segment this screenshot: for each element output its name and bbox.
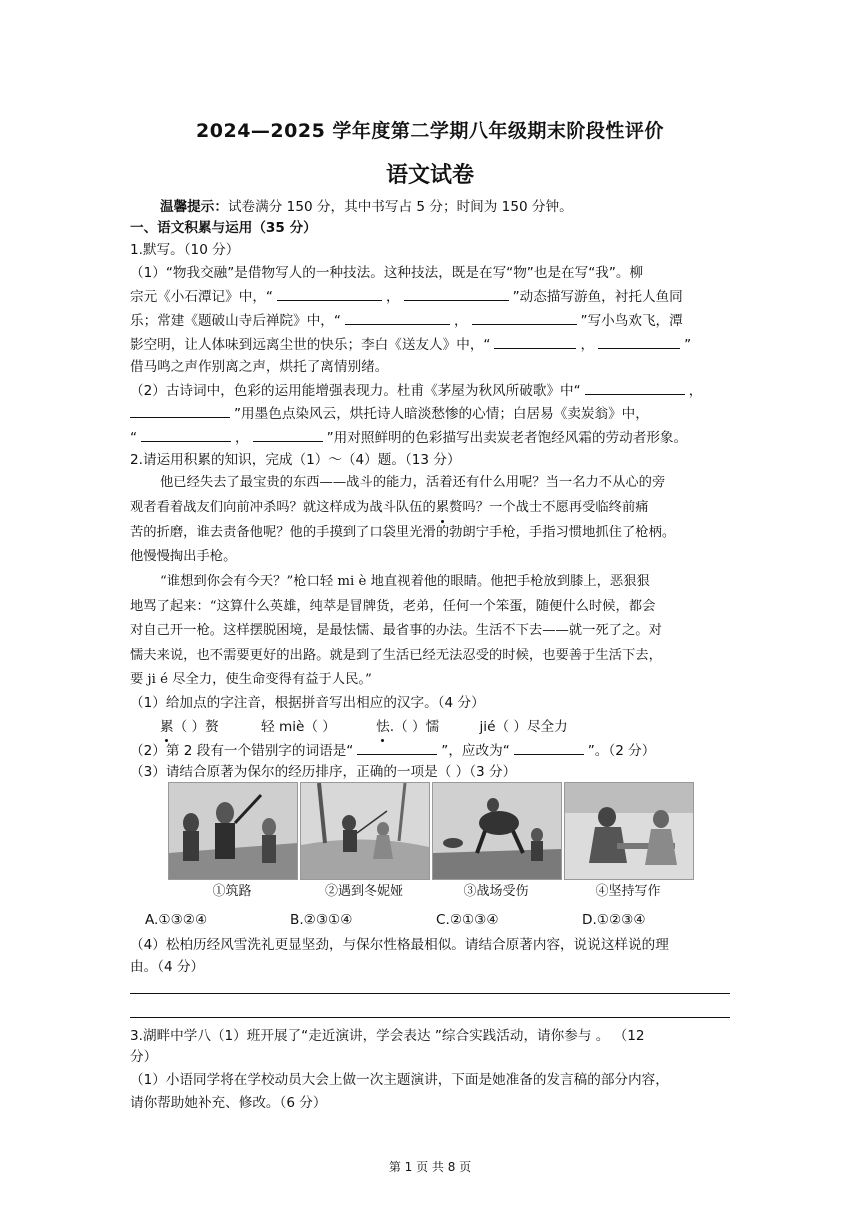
q2-passage-line: “谁想到你会有今天？”枪口轻 mi è 地直视着他的眼睛。他把手枪放到膝上，恶狠狠 — [160, 574, 650, 589]
pinyin-item: jié（ ）尽全力 — [479, 719, 568, 735]
q2-text: ”。（2 分） — [587, 743, 656, 759]
q2-passage-line: 他已经失去了最宝贵的东西——战斗的能力，活着还有什么用呢？当一名力不从心的旁 — [160, 475, 666, 490]
q1-text: ”写小鸟欢飞，潭 — [580, 313, 683, 329]
page-footer: 第 1 页 共 8 页 — [388, 1160, 472, 1174]
q1-text: ， — [385, 289, 400, 305]
q1-text: 影空明，让人体味到远离尘世的快乐；李白《送友人》中，“ — [130, 337, 491, 353]
passage-text: 赘吗？一个战士不愿再受临终前痛 — [449, 500, 649, 515]
q3-sub1-line1: （1）小语同学将在学校动员大会上做一次主题演讲，下面是她准备的发言稿的部分内容， — [130, 1072, 669, 1088]
answer-blank[interactable] — [253, 427, 323, 442]
caption-writing: ④坚持写作 — [595, 884, 661, 899]
passage-text: 观者看着战友们向前冲杀吗？就这样成为战斗队伍的 — [130, 500, 436, 515]
q1-text: ， — [453, 313, 468, 329]
q2-sub2 — [130, 740, 730, 762]
q2-passage-line — [130, 497, 730, 519]
q1-p1-line4 — [130, 334, 730, 356]
option-d[interactable]: D.①②③④ — [582, 912, 646, 928]
q1-text: ， — [580, 337, 595, 353]
q1-p1-line2 — [130, 286, 730, 308]
pinyin-item: miè（ ） — [278, 719, 336, 735]
answer-line[interactable] — [130, 993, 730, 994]
option-c[interactable]: C.②①③④ — [436, 912, 499, 928]
pinyin-item: 累 — [160, 716, 174, 738]
q1-text: 宗元《小石潭记》中，“ — [130, 289, 273, 305]
pinyin-item: .（ ）懦 — [389, 719, 440, 735]
q1-text: ” — [684, 337, 692, 353]
answer-blank[interactable] — [404, 286, 509, 301]
q1-text: ”动态描写游鱼，衬托人鱼同 — [512, 289, 683, 305]
q1-text: ”用墨色点染风云，烘托诗人暗淡愁惨的心情；白居易《卖炭翁》中， — [234, 406, 649, 422]
q3-heading-line1: 3.湖畔中学八（1）班开展了“走近演讲，学会表达 ”综合实践活动，请你参与 。 （12 — [130, 1028, 645, 1044]
illustration-battle-injury — [432, 782, 562, 880]
illustration-meeting-tonya — [300, 782, 430, 880]
illustration-road-building — [168, 782, 298, 880]
answer-blank[interactable] — [130, 403, 230, 418]
illustration-writing — [564, 782, 694, 880]
exam-subtitle: 语文试卷 — [385, 163, 474, 188]
q2-sub1-heading: （1）给加点的字注音，根据拼音写出相应的汉字。（4 分） — [130, 695, 485, 711]
tip-line — [160, 196, 760, 218]
q2-passage-line: 他慢慢掏出手枪。 — [130, 549, 237, 564]
section1-heading: 一、语文积累与运用（35 分） — [130, 220, 317, 236]
q2-passage-line: 对自己开一枪。这样摆脱困境，是最怯懦、最省事的办法。生活不下去——就一死了之。对 — [130, 623, 662, 638]
answer-blank[interactable] — [357, 740, 437, 755]
q1-p1-line1: （1）“物我交融”是借物写人的一种技法。这种技法，既是在写“物”也是在写“我”。柳 — [130, 265, 644, 281]
q1-text: （2）古诗词中，色彩的运用能增强表现力。杜甫《茅屋为秋风所破歌》中“ — [130, 383, 581, 399]
pinyin-item: （ ）赘 — [173, 719, 219, 735]
dotted-char: 累 — [436, 497, 449, 519]
tip-label: 温馨提示： — [160, 199, 228, 215]
option-b[interactable]: B.②③①④ — [290, 912, 353, 928]
caption-road-building: ①筑路 — [212, 884, 252, 899]
answer-blank[interactable] — [598, 334, 680, 349]
q1-heading: 1.默写。（10 分） — [130, 242, 240, 258]
answer-blank[interactable] — [472, 310, 577, 325]
q1-p2-line3 — [130, 427, 730, 449]
q2-sub4-line1: （4）松柏历经风雪洗礼更显坚劲，与保尔性格最相似。请结合原著内容，说说这样说的理 — [130, 937, 669, 953]
q2-passage-line: 懦夫来说，也不需要更好的出路。就是到了生活已经无法忍受的时候，也要善于生活下去， — [130, 648, 662, 663]
q1-text: 乐；常建《题破山寺后禅院》中，“ — [130, 313, 341, 329]
caption-meeting-tonya: ②遇到冬妮娅 — [324, 884, 403, 899]
q1-text: “ — [130, 430, 138, 446]
answer-blank[interactable] — [277, 286, 382, 301]
q1-p2-line1 — [130, 380, 730, 402]
q3-heading-line2: 分） — [130, 1049, 158, 1065]
answer-blank[interactable] — [141, 427, 231, 442]
q1-text: ， — [688, 383, 703, 399]
q2-sub1-items — [160, 716, 730, 738]
q2-passage-line: 地骂了起来：“这算什么英雄，纯萃是冒牌货，老弟，任何一个笨蛋，随便什么时候，都会 — [130, 599, 656, 614]
caption-battle-injury: ③战场受伤 — [463, 884, 529, 899]
q2-text: （2）第 2 段有一个错别字的词语是“ — [130, 743, 354, 759]
q2-passage-line: 苦的折磨，谁去责备他呢？他的手摸到了口袋里光滑的勃朗宁手枪，手指习惯地抓住了枪柄。 — [130, 525, 676, 540]
exam-title: 2024—2025 学年度第二学期八年级期末阶段性评价 — [196, 120, 664, 142]
pinyin-item: 怯 — [376, 716, 390, 738]
option-a[interactable]: A.①③②④ — [145, 912, 208, 928]
q2-sub4-line2: 由。（4 分） — [130, 959, 205, 975]
q3-sub1-line2: 请你帮助她补充、修改。（6 分） — [130, 1095, 327, 1111]
tip-text: 试卷满分 150 分，其中书写占 5 分；时间为 150 分钟。 — [227, 199, 573, 215]
pinyin-item: 轻 — [261, 719, 275, 735]
q2-passage-line: 要 ji é 尽全力，使生命变得有益于人民。” — [130, 672, 372, 687]
q1-text: ， — [235, 430, 249, 446]
q1-text: ”用对照鲜明的色彩描写出卖炭老者饱经风霜的劳动者形象。 — [326, 430, 688, 446]
answer-blank[interactable] — [494, 334, 576, 349]
q1-p1-line3 — [130, 310, 730, 332]
answer-line[interactable] — [130, 1017, 730, 1018]
answer-blank[interactable] — [345, 310, 450, 325]
answer-blank[interactable] — [514, 740, 584, 755]
story-illustrations — [168, 782, 692, 904]
q2-text: ”，应改为“ — [441, 743, 510, 759]
answer-blank[interactable] — [585, 380, 685, 395]
q2-sub3: （3）请结合原著为保尔的经历排序，正确的一项是（ ）（3 分） — [130, 764, 517, 780]
q2-heading: 2.请运用积累的知识，完成（1）～（4）题。（13 分） — [130, 452, 461, 468]
q1-p2-line2 — [130, 403, 730, 425]
q1-p1-line5: 借马鸣之声作别离之声，烘托了离情别绪。 — [130, 359, 389, 375]
